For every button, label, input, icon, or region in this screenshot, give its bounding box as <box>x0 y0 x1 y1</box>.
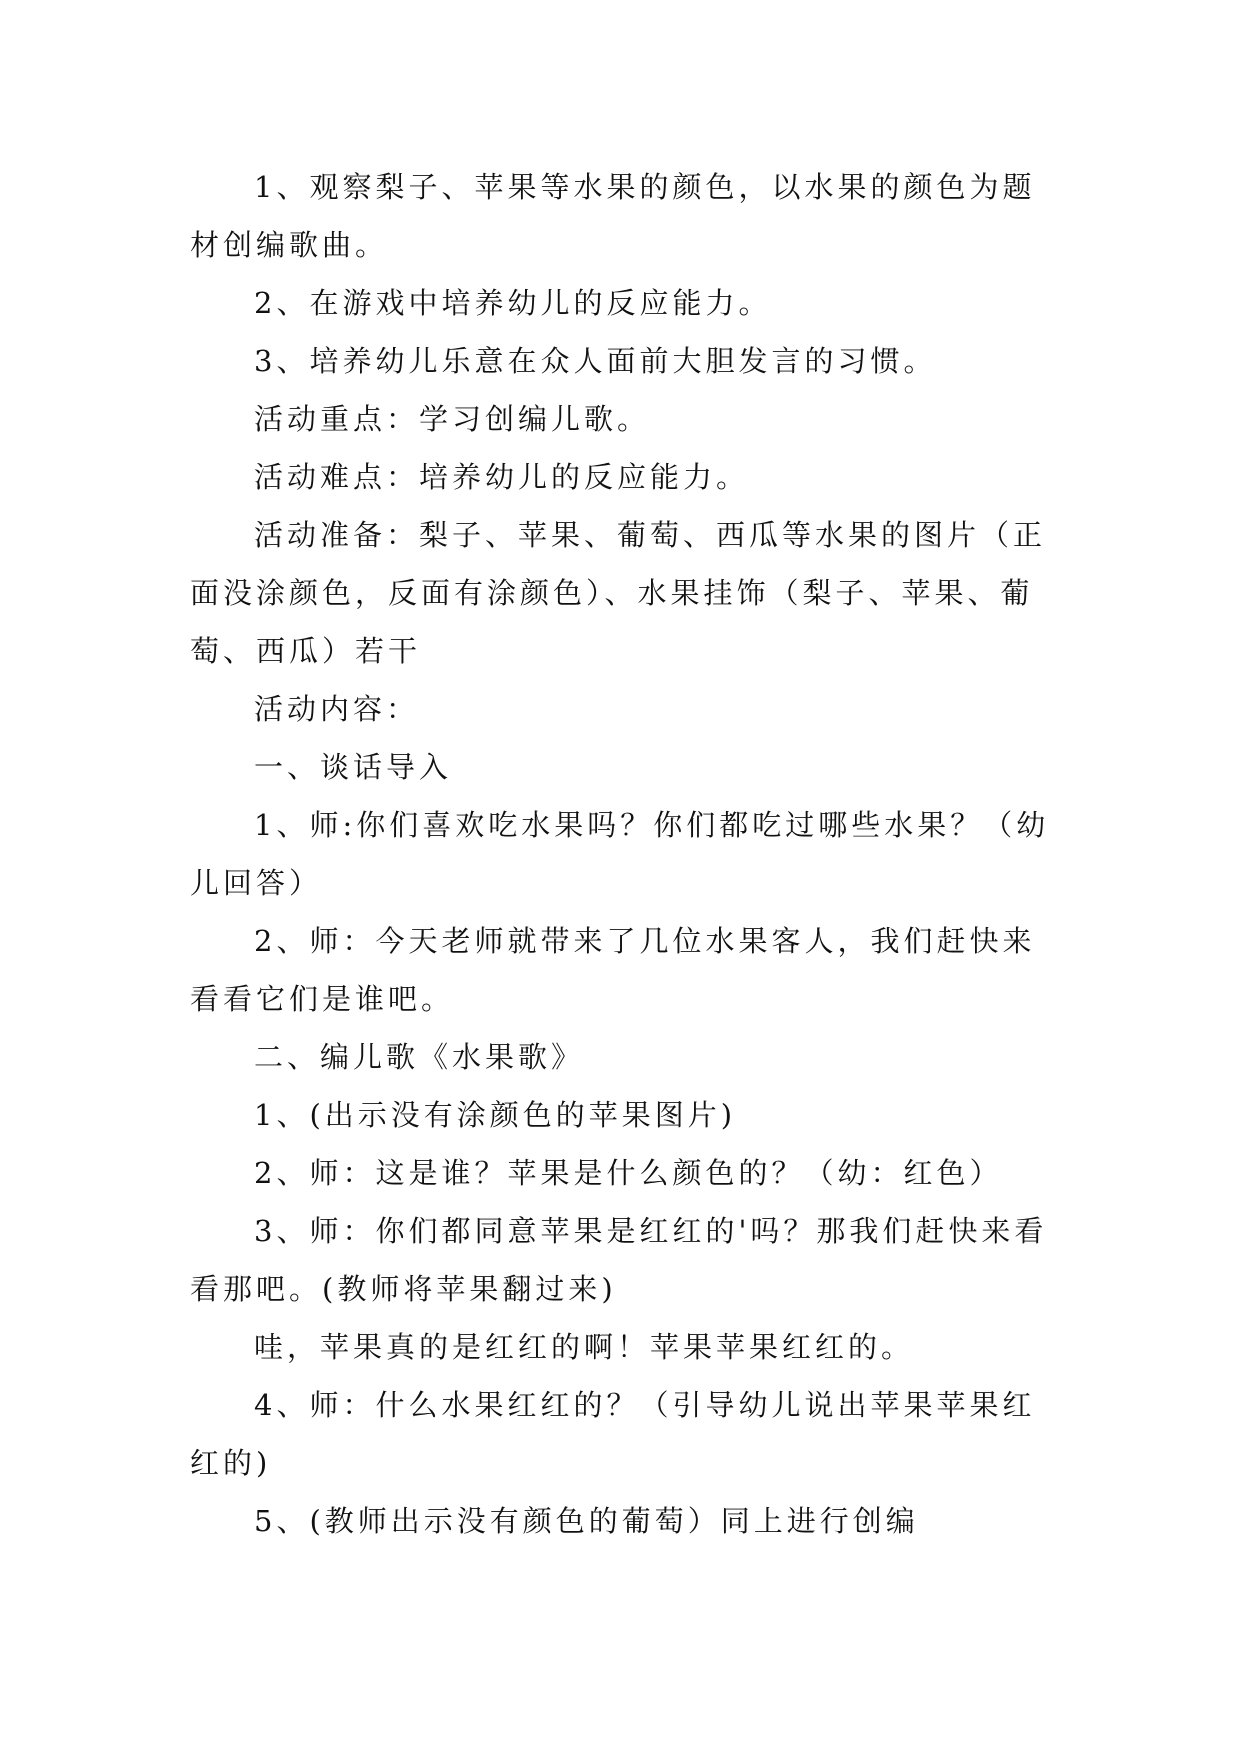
step-2-5: 5、(教师出示没有颜色的葡萄）同上进行创编 <box>254 1504 919 1538</box>
objective-3: 3、培养幼儿乐意在众人面前大胆发言的习惯。 <box>254 344 937 378</box>
activity-focus: 活动重点：学习创编儿歌。 <box>254 402 651 436</box>
activity-preparation: 活动准备：梨子、苹果、葡萄、西瓜等水果的图片（正面没涂颜色，反面有涂颜色）、水果挂饰（梨子、苹果、葡萄、西瓜）若干 <box>190 518 1047 668</box>
step-2-3: 3、师：你们都同意苹果是红红的'吗？那我们赶快来看看那吧。(教师将苹果翻过来) <box>190 1214 1048 1306</box>
step-1-1: 1、师:你们喜欢吃水果吗？你们都吃过哪些水果？（幼儿回答） <box>190 808 1050 900</box>
objective-2: 2、在游戏中培养幼儿的反应能力。 <box>254 286 772 320</box>
step-2-1: 1、(出示没有涂颜色的苹果图片) <box>254 1098 737 1132</box>
step-2-2: 2、师：这是谁？苹果是什么颜色的？（幼：红色） <box>254 1156 1003 1190</box>
document-body <box>190 158 1052 1550</box>
section-heading-2: 二、编儿歌《水果歌》 <box>254 1040 585 1074</box>
objective-1: 1、观察梨子、苹果等水果的颜色，以水果的颜色为题材创编歌曲。 <box>190 170 1036 262</box>
step-2-4: 4、师：什么水果红红的？（引导幼儿说出苹果苹果红红的) <box>190 1388 1036 1480</box>
activity-content-heading: 活动内容： <box>254 692 420 726</box>
step-1-2: 2、师：今天老师就带来了几位水果客人，我们赶快来看看它们是谁吧。 <box>190 924 1036 1016</box>
section-heading-1: 一、谈话导入 <box>254 750 453 784</box>
step-2-3-followup: 哇，苹果真的是红红的啊！苹果苹果红红的。 <box>254 1330 915 1364</box>
activity-difficulty: 活动难点：培养幼儿的反应能力。 <box>254 460 750 494</box>
